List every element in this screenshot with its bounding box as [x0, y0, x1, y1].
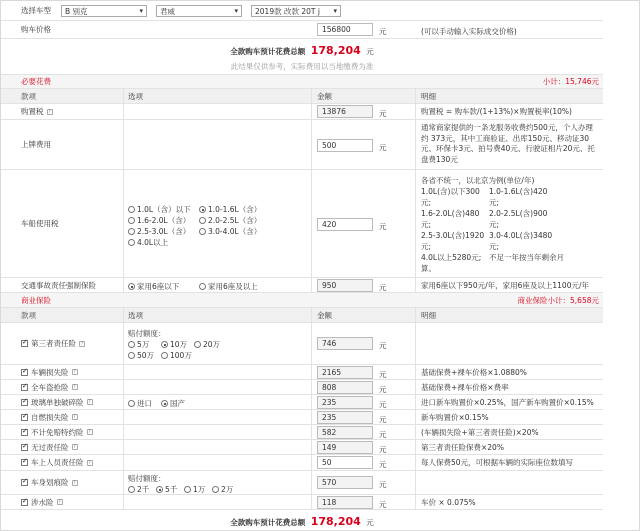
license-input[interactable]: 500	[317, 139, 373, 152]
price-row	[1, 21, 603, 39]
fire-input[interactable]: 235	[317, 411, 373, 424]
help-icon[interactable]: ?	[73, 384, 76, 390]
fire-detail: 新车购置价×0.15%	[421, 412, 489, 422]
purchase-tax-label: 购置税	[21, 107, 44, 116]
vessel-detail-line: 元;	[489, 242, 500, 251]
theft-checkbox[interactable]	[21, 384, 28, 391]
chevron-down-icon: ▾	[139, 7, 143, 15]
help-icon[interactable]: ?	[80, 340, 84, 347]
glass-label: 玻璃单独破碎险	[31, 397, 84, 407]
vessel-tax-label: 车船使用税	[21, 219, 59, 228]
vessel-detail-line: 1.0-1.6L(含)420	[489, 187, 548, 196]
tp-opt-5w[interactable]: 5万	[128, 339, 149, 350]
compulsory-opt-1[interactable]: 家用6座以下	[128, 281, 179, 292]
total-bottom-value: 178,204	[310, 515, 361, 528]
car-select-label: 选择车型	[21, 6, 51, 15]
commercial-title: 商业保险	[21, 295, 51, 305]
commercial-section-header	[1, 293, 603, 308]
passenger-detail: 每人保费50元，可根据车辆的实际座位数填写	[421, 458, 574, 467]
total-top-label: 全款购车预计花费总额	[230, 47, 306, 56]
passenger-label: 车上人员责任险	[31, 458, 84, 467]
col-header-detail: 明细	[421, 310, 436, 320]
vessel-detail-line: 各省不统一，以北京为例(单位/年)	[421, 176, 535, 185]
license-detail: 通常商家提供的一条龙服务收费约500元，个人办理约 373元，其中工商验证、出库150元、移动证30元、环保卡3元、拍号费40元、行驶证相片20元、托盘费130元	[421, 123, 595, 164]
deductible-input[interactable]: 582	[317, 426, 373, 439]
total-bottom-block	[1, 510, 603, 531]
tp-opt-50w[interactable]: 50万	[128, 350, 154, 361]
required-table-header	[1, 89, 603, 104]
glass-detail: 进口新车购置价×0.25%，国产新车购置价×0.15%	[421, 397, 594, 407]
no-fault-label: 无过责任险	[31, 442, 69, 452]
vessel-opt-5[interactable]: 2.5-3.0L（含）	[128, 226, 190, 237]
wading-input[interactable]: 118	[317, 496, 373, 509]
no-fault-checkbox[interactable]	[21, 444, 28, 451]
vessel-tax-row: 车船使用税 1.0L（含）以下 1.0-1.6L（含） 1.6-2.0L（含） 2.0-2.5L（含） 2.5-3.0L（含） 3.0-4.0L（含） 4.0L以上 420 元 各省不统一，以北京为例(单位/年) 1.0L(含)以下300 1.0-1.6L(含)420 元; 元; 1.6-2.0L(含)480 2.0-2.5L(含)900 元; 元; 2.5-3.0L(含)1920 3.0-4.0L(含)3480 元; 元; 4.0L以上5280元; 不足一年按当年剩余月 算。	[1, 170, 603, 278]
col-header-item: 款项	[21, 91, 36, 101]
third-party-input[interactable]: 746	[317, 337, 373, 350]
glass-input[interactable]: 235	[317, 396, 373, 409]
vessel-tax-input[interactable]: 420	[317, 218, 373, 231]
chevron-down-icon: ▾	[333, 7, 337, 15]
total-bottom-unit: 元	[366, 518, 374, 527]
glass-opt-import[interactable]: 进口	[128, 398, 152, 409]
tp-opt-100w[interactable]: 100万	[161, 350, 192, 361]
vessel-opt-4[interactable]: 2.0-2.5L（含）	[199, 215, 261, 226]
theft-input[interactable]: 808	[317, 381, 373, 394]
vessel-opt-3[interactable]: 1.6-2.0L（含）	[128, 215, 190, 226]
help-icon[interactable]: ?	[88, 429, 91, 435]
third-party-row: ✓ 第三者责任险 ? 赔付额度： 5万 10万 20万 50万 100万 746 元	[1, 323, 603, 365]
glass-opt-domestic[interactable]: 国产	[161, 398, 185, 409]
fire-row: ✓ 自燃损失险 ? 235 元 新车购置价×0.15%	[1, 410, 603, 425]
vessel-detail-line: 2.5-3.0L(含)1920	[421, 231, 485, 240]
no-fault-input[interactable]: 149	[317, 441, 373, 454]
purchase-tax-input[interactable]: 13876	[317, 105, 373, 118]
license-label: 上牌费用	[21, 140, 51, 149]
scratch-opt-1w[interactable]: 1万	[184, 484, 205, 495]
wading-label: 涉水险	[31, 497, 54, 507]
vessel-detail-line: 算。	[421, 264, 436, 273]
help-icon[interactable]: ?	[73, 414, 76, 420]
brand-select[interactable]: B 别克 ▾	[61, 5, 147, 17]
col-header-option: 选项	[128, 91, 143, 101]
compulsory-input[interactable]: 950	[317, 279, 373, 292]
vessel-detail-line: 元;	[489, 198, 500, 207]
scratch-opt-5k[interactable]: 5千	[156, 484, 177, 495]
help-icon[interactable]: ?	[73, 444, 76, 450]
col-header-item: 款项	[21, 310, 36, 320]
third-party-label: 第三者责任险	[31, 339, 76, 348]
vessel-opt-1[interactable]: 1.0L（含）以下	[128, 204, 191, 215]
tp-opt-10w[interactable]: 10万	[161, 339, 187, 350]
theft-detail: 基础保费+裸车价格×费率	[421, 382, 509, 392]
help-icon[interactable]: ?	[73, 479, 76, 486]
scratch-opt-2w[interactable]: 2万	[212, 484, 233, 495]
chevron-down-icon: ▾	[234, 7, 238, 15]
col-header-amount: 金额	[317, 91, 332, 101]
col-header-option: 选项	[128, 310, 143, 320]
vessel-opt-6[interactable]: 3.0-4.0L（含）	[199, 226, 261, 237]
vessel-detail-line: 元;	[421, 242, 432, 251]
vessel-detail-line: 1.6-2.0L(含)480	[421, 209, 480, 218]
total-top-unit: 元	[366, 47, 374, 56]
passenger-checkbox[interactable]	[21, 459, 28, 466]
required-subtotal: 小计： 15,746元	[542, 77, 599, 86]
price-label: 购车价格	[21, 25, 51, 34]
required-title: 必要花费	[21, 77, 51, 86]
no-fault-detail: 第三者责任险保费×20%	[421, 442, 504, 452]
compulsory-label: 交通事故责任强制保险	[21, 280, 96, 290]
total-top-block	[1, 39, 603, 75]
wading-row: ✓ 涉水险 ? 118 元 车价 × 0.075%	[1, 495, 603, 510]
passenger-row: ✓ 车上人员责任险 ? 50 元 每人保费50元，可根据车辆的实际座位数填写	[1, 455, 603, 471]
compulsory-row: 交通事故责任强制保险 家用6座以下 家用6座及以上 950 元 家用6座以下950元/年，家用6座及以上1100元/年	[1, 278, 603, 293]
damage-detail: 基础保费+裸车价格×1.0880%	[421, 367, 527, 377]
purchase-tax-row: 购置税 ? 13876 元 购置税 = 购车款/(1+13%)×购置税率(10%)	[1, 104, 603, 120]
price-hint: (可以手动输入实际成交价格)	[421, 27, 517, 36]
compulsory-opt-2[interactable]: 家用6座及以上	[199, 281, 258, 292]
glass-row: ✓ 玻璃单独破碎险 ? 进口 国产 235 元 进口新车购置价×0.25%，国产新车购置价×0.15%	[1, 395, 603, 410]
passenger-input[interactable]: 50	[317, 456, 373, 469]
vessel-detail-line: 4.0L以上5280元;	[421, 253, 482, 262]
scratch-input[interactable]: 570	[317, 476, 373, 489]
scratch-label: 车身划痕险	[31, 478, 69, 487]
disclaimer-note: 此结果仅供参考，实际费用以当地缴费为准	[230, 62, 374, 71]
deductible-detail: (车辆损失险+第三者责任险)×20%	[421, 427, 539, 437]
scratch-row: ✓ 车身划痕险 ? 赔付额度： 2千 5千 1万 2万 570 元	[1, 471, 603, 495]
model-select[interactable]: 2019款 改款 20T j ▾	[251, 5, 341, 17]
commercial-subtotal: 商业保险小计： 5,658元	[517, 295, 599, 305]
vessel-detail-line: 2.0-2.5L(含)900	[489, 209, 548, 218]
scratch-checkbox[interactable]	[21, 479, 28, 486]
purchase-tax-detail: 购置税 = 购车款/(1+13%)×购置税率(10%)	[421, 107, 572, 116]
fire-label: 自燃损失险	[31, 412, 69, 422]
third-party-checkbox[interactable]	[21, 340, 28, 347]
vessel-detail-line: 3.0-4.0L(含)3480	[489, 231, 553, 240]
license-row: 上牌费用 500 元 通常商家提供的一条龙服务收费约500元，个人办理约 373元，其中工商验证、出库150元、移动证30元、环保卡3元、拍号费40元、行驶证相片20元、托盘费130元	[1, 120, 603, 170]
damage-input[interactable]: 2165	[317, 366, 373, 379]
fire-checkbox[interactable]	[21, 414, 28, 421]
total-bottom-label: 全款购车预计花费总额	[230, 518, 306, 527]
vessel-detail-line: 元;	[489, 220, 500, 229]
damage-row: ✓ 车辆损失险 ? 2165 元 基础保费+裸车价格×1.0880%	[1, 365, 603, 380]
series-select[interactable]: 君威 ▾	[156, 5, 242, 17]
deductible-checkbox[interactable]	[21, 429, 28, 436]
col-header-amount: 金额	[317, 310, 332, 320]
wading-detail: 车价 × 0.075%	[421, 497, 476, 507]
price-unit: 元	[379, 27, 387, 36]
quota-label: 赔付额度：	[128, 329, 166, 338]
commercial-table-header	[1, 308, 603, 323]
glass-checkbox[interactable]	[21, 399, 28, 406]
help-icon[interactable]: ?	[88, 459, 91, 466]
vessel-detail-line: 1.0L(含)以下300	[421, 187, 480, 196]
scratch-opt-2k[interactable]: 2千	[128, 484, 149, 495]
price-input[interactable]: 156800	[317, 23, 373, 36]
help-icon[interactable]: ?	[58, 499, 61, 505]
theft-label: 全车盗抢险	[31, 382, 69, 392]
damage-label: 车辆损失险	[31, 367, 69, 377]
required-section-header	[1, 75, 603, 89]
vessel-detail-line: 元;	[421, 220, 432, 229]
deductible-row: ✓ 不计免赔特约险 ? 582 元 (车辆损失险+第三者责任险)×20%	[1, 425, 603, 440]
vessel-detail-line: 元;	[421, 198, 432, 207]
compulsory-detail: 家用6座以下950元/年，家用6座及以上1100元/年	[421, 280, 589, 290]
tp-opt-20w[interactable]: 20万	[194, 339, 220, 350]
damage-checkbox[interactable]	[21, 369, 28, 376]
car-select-row	[1, 1, 603, 21]
deductible-label: 不计免赔特约险	[31, 427, 84, 437]
help-icon[interactable]: ?	[88, 399, 91, 405]
vessel-detail-line: 不足一年按当年剩余月	[489, 253, 564, 262]
no-fault-row: ✓ 无过责任险 ? 149 元 第三者责任险保费×20%	[1, 440, 603, 455]
help-icon[interactable]: ?	[73, 369, 76, 375]
theft-row: ✓ 全车盗抢险 ? 808 元 基础保费+裸车价格×费率	[1, 380, 603, 395]
vessel-opt-2[interactable]: 1.0-1.6L（含）	[199, 204, 261, 215]
scratch-quota-label: 赔付额度：	[128, 474, 166, 483]
total-top-value: 178,204	[310, 44, 361, 57]
vessel-opt-7[interactable]: 4.0L以上	[128, 237, 168, 248]
help-icon[interactable]: ?	[48, 108, 51, 115]
wading-checkbox[interactable]	[21, 499, 28, 506]
col-header-detail: 明细	[421, 91, 436, 101]
